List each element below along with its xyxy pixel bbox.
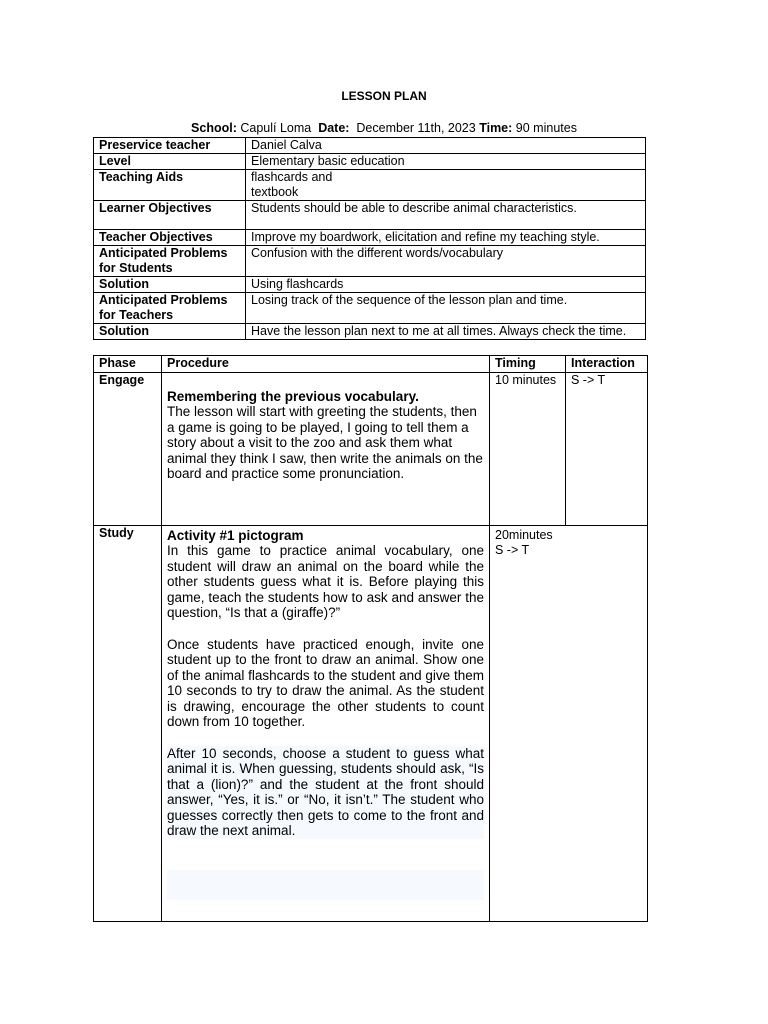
info-value: Students should be able to describe animal characteristics. xyxy=(246,201,646,230)
timing-cell xyxy=(490,525,648,921)
info-value-line: flashcards and xyxy=(251,170,333,184)
procedure-cell xyxy=(162,372,490,525)
table-row xyxy=(94,230,646,246)
column-header-phase: Phase xyxy=(94,356,162,373)
info-key: Preservice teacher xyxy=(94,138,246,154)
table-row xyxy=(94,293,646,324)
column-header-procedure: Procedure xyxy=(162,356,490,373)
info-value: Losing track of the sequence of the lesson plan and time. xyxy=(246,293,646,324)
table-row xyxy=(94,154,646,170)
procedure-table xyxy=(93,355,648,922)
procedure-paragraph: Once students have practiced enough, invite one student up to the front to draw an animal. Show one of the animal flashcards to the student and give them 10 seconds to try to draw the animal. As the student is drawing, encourage the other students to count down from 10 together. xyxy=(167,636,484,729)
shaded-blank-area xyxy=(167,870,484,900)
info-key: Teaching Aids xyxy=(94,170,246,201)
info-key: Solution xyxy=(94,324,246,340)
school-value: Capulí Loma xyxy=(240,121,312,135)
info-key-line: Anticipated Problems xyxy=(99,246,228,260)
info-key: Level xyxy=(94,154,246,170)
timing-cell: 10 minutes xyxy=(490,372,566,525)
info-key-line: for Teachers xyxy=(99,308,174,322)
procedure-heading: Activity #1 pictogram xyxy=(167,527,304,543)
info-value-line: textbook xyxy=(251,185,299,199)
table-row xyxy=(94,277,646,293)
info-value: Improve my boardwork, elicitation and refine my teaching style. xyxy=(246,230,646,246)
info-key xyxy=(94,246,246,277)
info-value: Daniel Calva xyxy=(246,138,646,154)
table-row xyxy=(94,138,646,154)
table-row xyxy=(94,246,646,277)
interaction-value: S -> T xyxy=(495,543,530,557)
info-value xyxy=(246,170,646,201)
procedure-text: The lesson will start with greeting the students, then a game is going to be played, I going to tell them a story about a visit to the zoo and ask them what animal they think I saw, then write the animals on the board and practice some pronunciation. xyxy=(167,404,483,481)
info-key: Teacher Objectives xyxy=(94,230,246,246)
phase-cell: Study xyxy=(94,525,162,921)
info-value: Have the lesson plan next to me at all times. Always check the time. xyxy=(246,324,646,340)
info-key-line: Anticipated Problems xyxy=(99,293,228,307)
page-title: LESSON PLAN xyxy=(341,89,427,103)
table-row-engage xyxy=(94,372,648,525)
info-value: Using flashcards xyxy=(246,277,646,293)
procedure-paragraph: In this game to practice animal vocabulary, one student will draw an animal on the board while the other students guess what it is. Before playing this game, teach the students how to ask and answer the question, “Is that a (giraffe)?” xyxy=(167,543,484,620)
school-label: School: xyxy=(191,121,237,135)
procedure-cell xyxy=(162,525,490,921)
info-value: Confusion with the different words/vocabulary xyxy=(246,246,646,277)
table-row-study xyxy=(94,525,648,921)
lesson-info-table xyxy=(93,137,646,340)
info-key-line: for Students xyxy=(99,261,173,275)
table-header-row xyxy=(94,356,648,373)
school-info-line xyxy=(0,121,768,135)
column-header-interaction: Interaction xyxy=(566,356,648,373)
column-header-timing: Timing xyxy=(490,356,566,373)
info-value: Elementary basic education xyxy=(246,154,646,170)
time-label: Time: xyxy=(479,121,513,135)
time-value: 90 minutes xyxy=(515,121,577,135)
table-row xyxy=(94,324,646,340)
info-key xyxy=(94,293,246,324)
procedure-paragraph: After 10 seconds, choose a student to guess what animal it is. When guessing, students should ask, “Is that a (lion)?” and the student at the front should answer, “Yes, it is.” or “No, it isn’t.” The student who guesses correctly then gets to come to the front and draw the next animal. xyxy=(167,745,484,838)
date-label: Date: xyxy=(318,121,350,135)
date-value: December 11th, 2023 xyxy=(356,121,476,135)
info-key: Learner Objectives xyxy=(94,201,246,230)
procedure-heading: Remembering the previous vocabulary. xyxy=(167,388,419,404)
interaction-cell: S -> T xyxy=(566,372,648,525)
info-key: Solution xyxy=(94,277,246,293)
table-row xyxy=(94,201,646,230)
table-row xyxy=(94,170,646,201)
phase-cell: Engage xyxy=(94,372,162,525)
timing-value: 20minutes xyxy=(495,527,553,542)
